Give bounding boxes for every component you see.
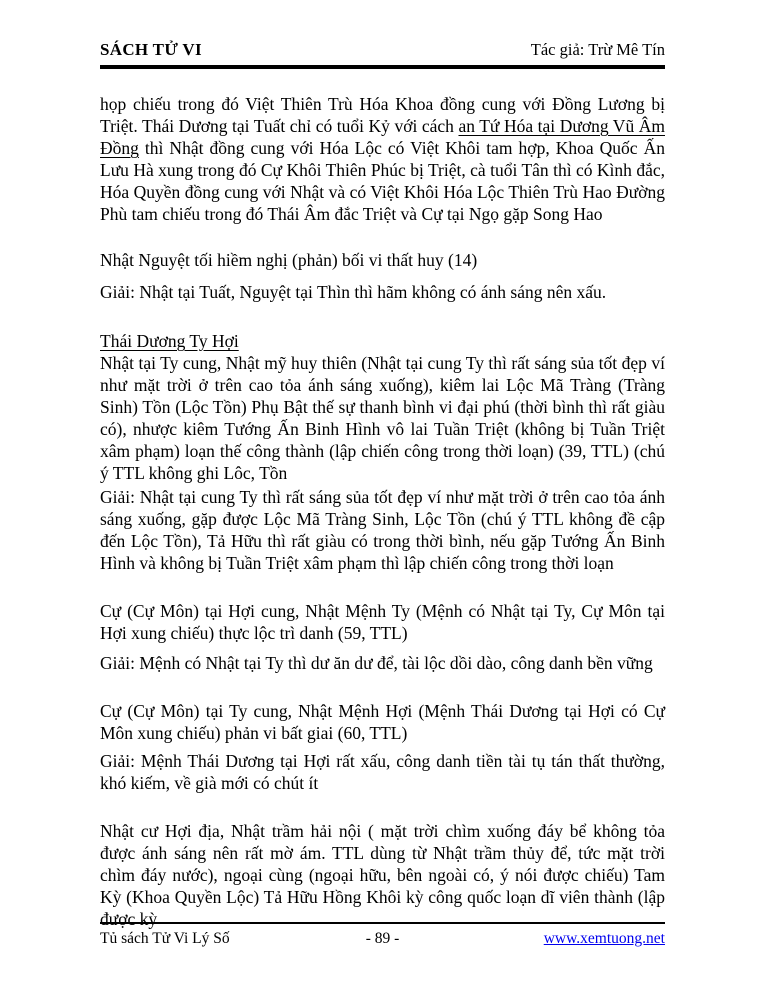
paragraph-cu-tai-hoi-explanation: Giải: Mệnh có Nhật tại Ty thì dư ăn dư để, tài lộc dồi dào, công danh bền vững bbox=[100, 653, 653, 673]
paragraph-continuation bbox=[100, 93, 665, 225]
series-title: Tủ sách Tử Vi Lý Số bbox=[100, 930, 230, 947]
section-heading: Thái Dương Ty Hợi bbox=[100, 331, 239, 351]
footer-right-cell bbox=[477, 929, 665, 948]
paragraph-nhat-tai-ty: Nhật tại Ty cung, Nhật mỹ huy thiên (Nhật tại cung Ty thì rất sáng sủa tốt đẹp ví như mặt trời ở trên cao tỏa ánh sáng xuống), kiêm lai Lộc Mã Tràng (Tràng Sinh) Tồn (Lộc Tồn) Phụ Bật thế sự thanh bình vi đại phú (thời bình thì rất giàu có), nhược kiêm Tướng Ấn Binh Hình vô lai Tuần Triệt (không bị Tuần Triệt xâm phạm) loạn thế công thành (lập chiến công trong thời loạn) (39, TTL) (chú ý TTL không ghi Lôc, Tồn bbox=[100, 353, 665, 483]
paragraph-nhat-tai-ty-explanation: Giải: Nhật tại cung Ty thì rất sáng sủa tốt đẹp ví như mặt trời ở trên cao tỏa ánh sáng xuống, gặp được Lộc Mã Tràng Sinh, Lộc Tồn (chú ý TTL không đề cập đến Lộc Tồn), Tả Hữu thì rất giàu có trong thời bình, nếu gặp Tướng Ấn Binh Hình và không bị Tuần Triệt xâm phạm thì lập chiến công trong thời loạn bbox=[100, 487, 665, 573]
website-link[interactable]: www.xemtuong.net bbox=[543, 930, 665, 947]
book-title: SÁCH TỬ VI bbox=[100, 40, 202, 59]
paragraph-cu-tai-ty-explanation: Giải: Mệnh Thái Dương tại Hợi rất xấu, công danh tiền tài tụ tán thất thường, khó kiếm, về già mới có chút ít bbox=[100, 751, 665, 793]
paragraph-nhat-cu-hoi: Nhật cư Hợi địa, Nhật trầm hải nội ( mặt trời chìm xuống đáy bể không tỏa được ánh sáng nên rất mờ ám. TTL dùng từ Nhật trầm thủy để, tức mặt trời chìm đáy nước), ngoại cùng (ngoại hữu, bên ngoài có, ý nói được chiếu) Tam Kỳ (Khoa Quyền Lộc) Tả Hữu Hồng Khôi kỳ công quốc loạn dĩ viên thành (lập được kỳ bbox=[100, 821, 665, 929]
paragraph-text: thì Nhật đồng cung với Hóa Lộc có Việt Khôi tam hợp, Khoa Quốc Ấn Lưu Hà xung trong đó Cự Khôi Thiên Phúc bị Triệt, cà tuổi Tân thì có Kình đắc, Hóa Quyền đồng cung với Nhật và có Việt Khôi Hóa Lộc Thiên Trù Hao Đường Phù tam chiếu trong đó Thái Âm đắc Triệt và Cự tại Ngọ gặp Song Hao bbox=[100, 138, 665, 224]
verse-14-explanation: Giải: Nhật tại Tuất, Nguyệt tại Thìn thì hãm không có ánh sáng nên xấu. bbox=[100, 282, 607, 302]
paragraph-cu-tai-ty: Cự (Cự Môn) tại Ty cung, Nhật Mệnh Hợi (Mệnh Thái Dương tại Hợi có Cự Môn xung chiếu) phản vi bất giai (60, TTL) bbox=[100, 701, 665, 743]
verse-14: Nhật Nguyệt tối hiềm nghị (phản) bối vi thất huy (14) bbox=[100, 250, 478, 270]
paragraph-text: họp chiếu trong đó Việt Thiên Trù Hóa Khoa đồng cung với Đồng Lương bị Triệt. Thái Dương tại Tuất chỉ có tuổi Kỷ với cách bbox=[100, 94, 665, 136]
paragraph-cu-tai-hoi: Cự (Cự Môn) tại Hợi cung, Nhật Mệnh Ty (Mệnh có Nhật tại Ty, Cự Môn tại Hợi xung chiếu) thực lộc trì danh (59, TTL) bbox=[100, 601, 665, 643]
page-header bbox=[100, 40, 665, 69]
page-number: - 89 - bbox=[365, 930, 400, 947]
underlined-phrase: an Tứ Hóa tại Dương Vũ Âm Đồng bbox=[100, 116, 665, 158]
page-body bbox=[100, 93, 665, 930]
author-label: Tác giả: Trừ Mê Tín bbox=[530, 40, 665, 59]
page-footer bbox=[100, 922, 665, 948]
